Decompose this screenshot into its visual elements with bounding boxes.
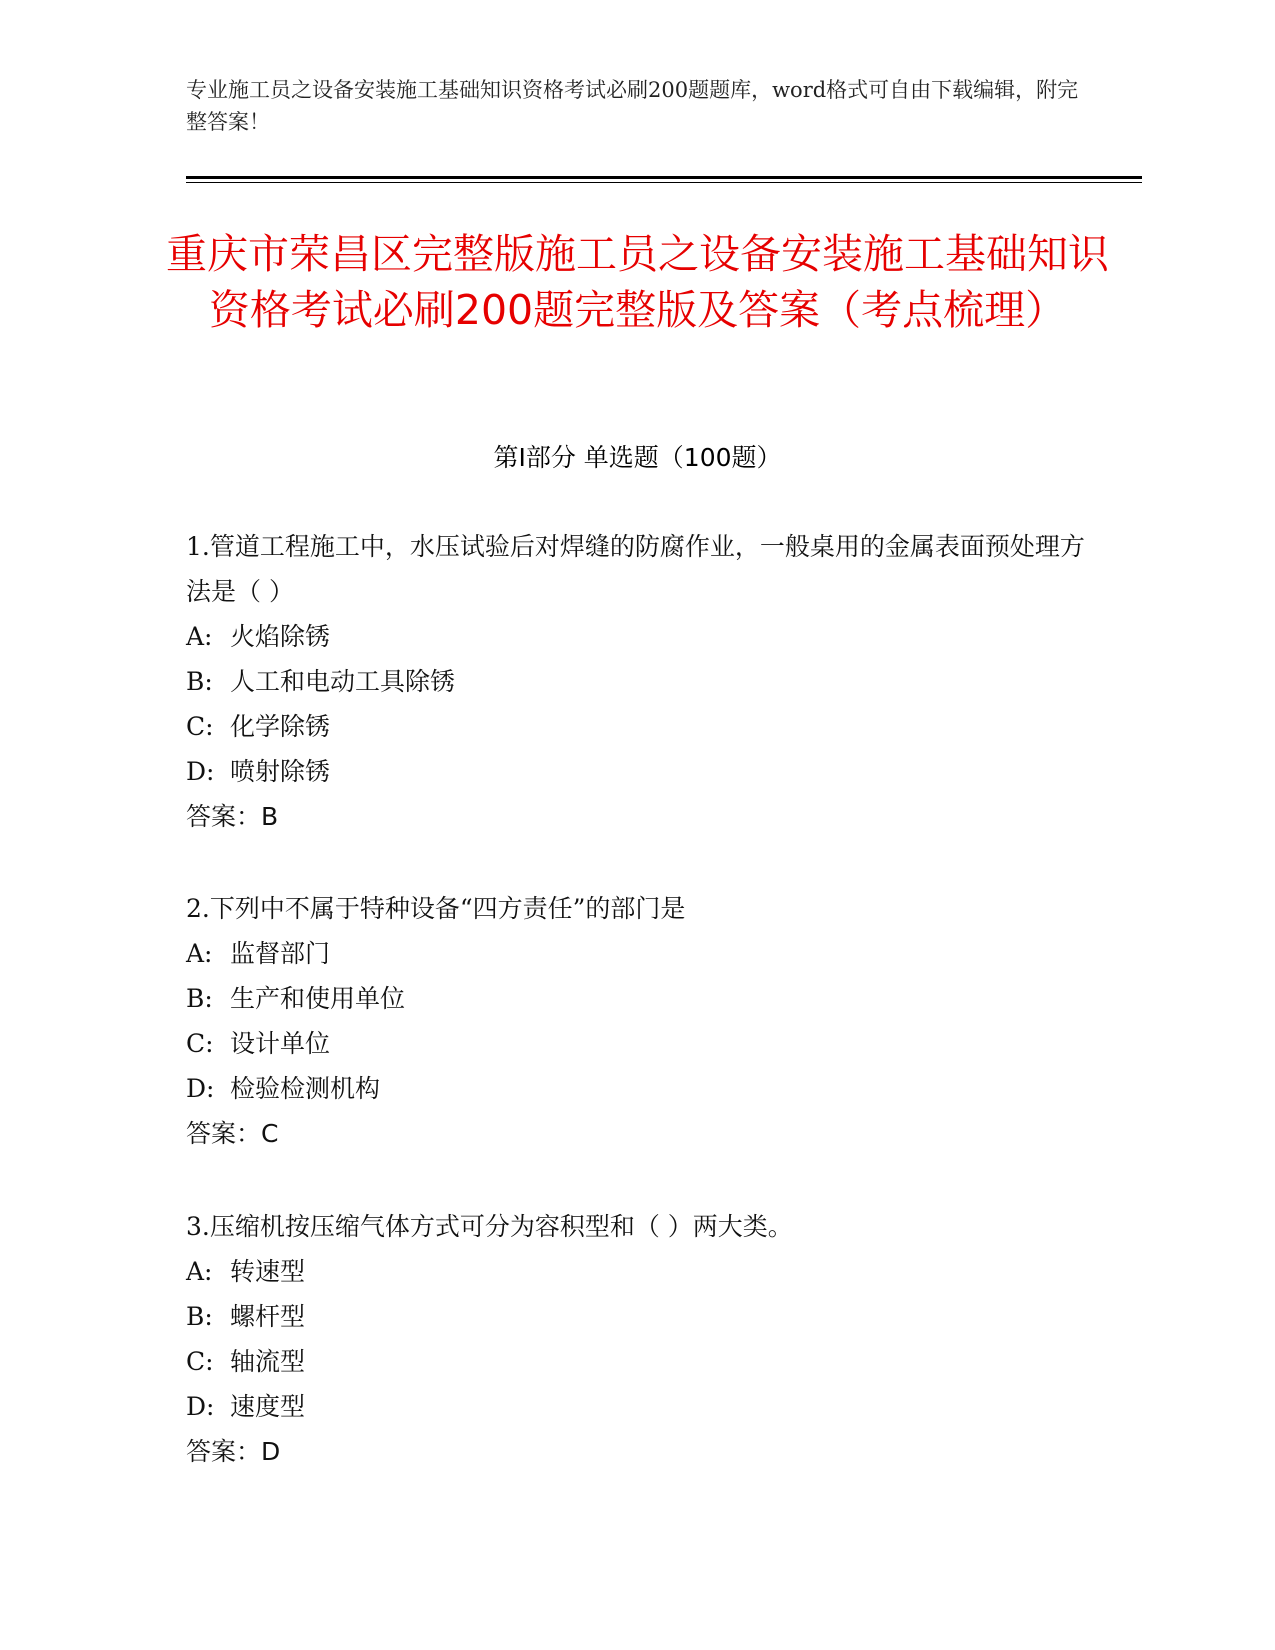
option-key: A: (186, 622, 213, 651)
option-c (186, 704, 1086, 749)
answer-line: 答案：B (186, 802, 279, 831)
option-key: B: (186, 1302, 213, 1331)
question-stem: 3.压缩机按压缩气体方式可分为容积型和（ ）两大类。 (186, 1212, 793, 1241)
option-key: B: (186, 984, 213, 1013)
option-text: 速度型 (230, 1392, 306, 1421)
option-text: 设计单位 (230, 1029, 331, 1058)
option-a (186, 931, 1086, 976)
option-text: 螺杆型 (230, 1302, 306, 1331)
option-b (186, 976, 1086, 1021)
header-divider-thin (186, 182, 1142, 183)
question-3 (186, 1204, 1086, 1474)
option-text: 转速型 (230, 1257, 306, 1286)
option-text: 生产和使用单位 (230, 984, 406, 1013)
option-c (186, 1021, 1086, 1066)
option-b (186, 659, 1086, 704)
option-text: 火焰除锈 (230, 622, 331, 651)
option-c (186, 1339, 1086, 1384)
option-d (186, 1384, 1086, 1429)
option-text: 检验检测机构 (230, 1074, 381, 1103)
header-note: 专业施工员之设备安装施工基础知识资格考试必刷200题题库，word格式可自由下载编辑，附完整答案！ (186, 78, 1079, 134)
question-1 (186, 524, 1086, 839)
question-stem: 2.下列中不属于特种设备“四方责任”的部门是 (186, 894, 686, 923)
option-text: 人工和电动工具除锈 (230, 667, 456, 696)
option-d (186, 1066, 1086, 1111)
option-text: 轴流型 (230, 1347, 306, 1376)
section-heading: 第Ⅰ部分 单选题（100题） (493, 443, 782, 472)
option-key: C: (186, 1029, 214, 1058)
option-text: 化学除锈 (230, 712, 331, 741)
question-2 (186, 886, 1086, 1156)
option-key: D: (186, 1074, 215, 1103)
header-divider-thick (186, 176, 1142, 179)
option-key: A: (186, 939, 213, 968)
option-key: A: (186, 1257, 213, 1286)
question-stem: 1.管道工程施工中，水压试验后对焊缝的防腐作业，一般桌用的金属表面预处理方法是（ ） (186, 532, 1085, 606)
option-b (186, 1294, 1086, 1339)
option-key: B: (186, 667, 213, 696)
option-key: C: (186, 712, 214, 741)
option-d (186, 749, 1086, 794)
option-text: 喷射除锈 (230, 757, 331, 786)
answer-line: 答案：C (186, 1119, 279, 1148)
option-a (186, 614, 1086, 659)
answer-line: 答案：D (186, 1437, 281, 1466)
option-a (186, 1249, 1086, 1294)
option-key: C: (186, 1347, 214, 1376)
document-title: 重庆市荣昌区完整版施工员之设备安装施工基础知识资格考试必刷200题完整版及答案（考点梳理） (166, 230, 1109, 334)
option-key: D: (186, 1392, 215, 1421)
option-key: D: (186, 757, 215, 786)
option-text: 监督部门 (230, 939, 331, 968)
